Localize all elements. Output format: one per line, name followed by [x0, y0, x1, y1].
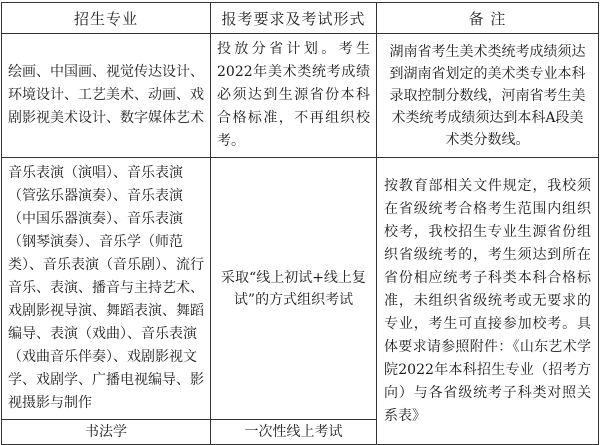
table-header-row: [2, 3, 599, 34]
header-major: 招生专业: [2, 3, 211, 34]
major-text: 音乐表演（演唱）、音乐表演（管弦乐器演奏）、音乐表演（中国乐器演奏）、音乐表演（钢琴演奏）、音乐学（师范类）、音乐表演（音乐剧）、流行音乐、表演、播音与主持艺术、戏剧影视导演、舞蹈表演、舞蹈编导、表演（戏曲）、音乐表演（戏曲音乐伴奏）、戏剧影视文学、戏剧学、广播电视编导、影视摄影与制作: [8, 165, 204, 411]
admission-table: [1, 2, 599, 445]
header-remark: 备 注: [377, 3, 599, 34]
remark-cell: [377, 34, 599, 158]
requirement-text: 采取“线上初试+线上复试”的方式组织考试: [221, 269, 366, 308]
table-row: [2, 158, 599, 420]
major-text: 书法学: [85, 424, 127, 440]
remark-text: 湖南省考生美术类统考成绩须达到湖南省划定的美术类专业本科录取控制分数线，河南省考生美术类统考成绩须达到本科A段美术类分数线。: [389, 43, 586, 148]
major-cell: [2, 34, 211, 158]
requirement-cell: [211, 34, 377, 158]
requirement-text: 投放分省计划。考生2022年美术类统考成绩必须达到生源省份本科合格标准，不再组织校考。: [217, 41, 370, 149]
requirement-cell: [211, 420, 377, 445]
major-text: 绘画、中国画、视觉传达设计、环境设计、工艺美术、动画、戏剧影视美术设计、数字媒体艺术: [8, 64, 204, 126]
major-cell: [2, 158, 211, 420]
shared-remark-text: 按教育部相关文件规定，我校须在省级统考合格考生范围内组织校考，我校招生专业生源省份组织省级统考的，考生须达到所在省份相应统考子科类本科合格标准，未组织省级统考或无要求的专业，考生可直接参加校考。具体要求请参照附件：《山东艺术学院2022年本科招生专业（招考方向）与各省级统考子科类对照关系表》: [384, 177, 591, 424]
requirement-cell: [211, 158, 377, 420]
major-cell: [2, 420, 211, 445]
requirement-text: 一次性线上考试: [244, 424, 343, 440]
table-row: [2, 34, 599, 158]
shared-remark-cell: [377, 158, 599, 445]
header-requirement: 报考要求及考试形式: [211, 3, 377, 34]
